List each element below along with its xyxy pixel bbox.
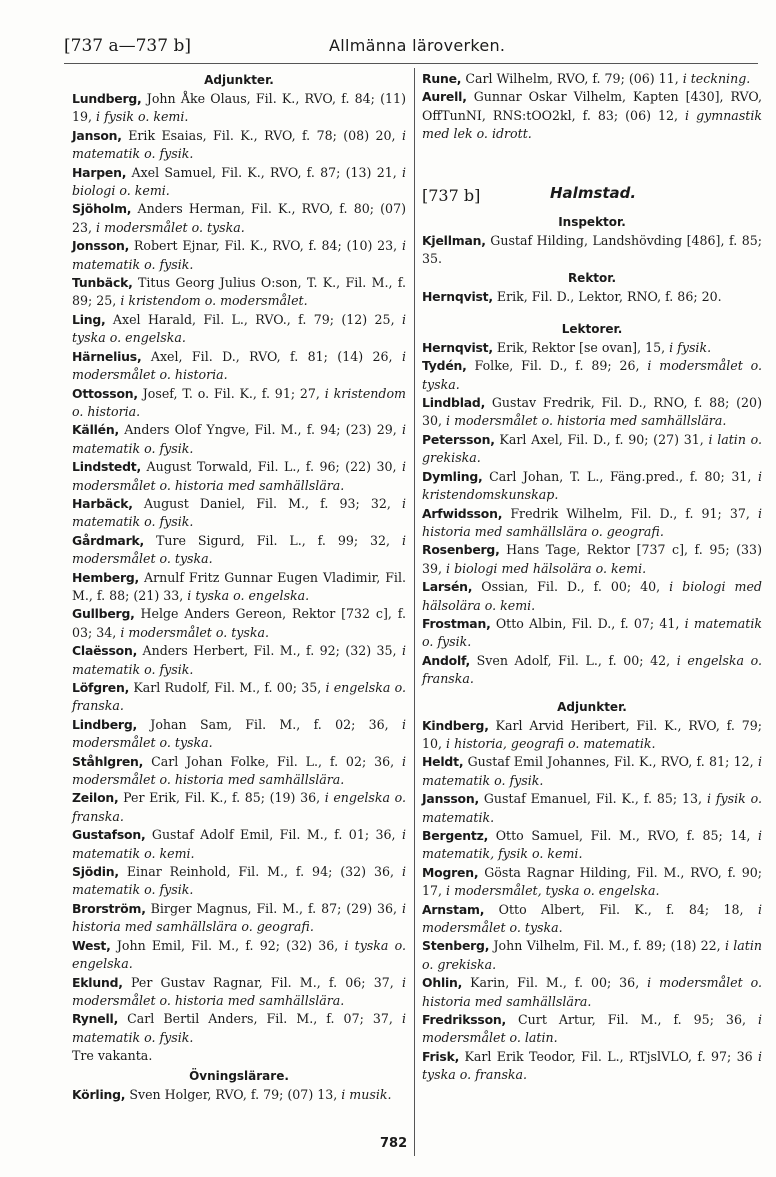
section-heading-inspektor: Inspektor. (558, 214, 626, 229)
person-surname: Gullberg, (72, 606, 135, 622)
person-details: Folke, Fil. D., f. 89; 26, (474, 358, 640, 374)
teaching-subjects: i matematik o. fysik. (72, 1011, 406, 1045)
directory-entry (422, 70, 762, 88)
person-details: Otto Albert, Fil. K., f. 84; 18, (498, 901, 744, 917)
person-details: Per Gustav Ragnar, Fil. M., f. 06; 37, (130, 974, 394, 990)
person-details: Arnulf Fritz Gunnar Eugen Vladimir, Fil. M., f. 88; (21) 33, (72, 569, 406, 603)
directory-entry (422, 974, 762, 1011)
directory-entry (72, 311, 406, 348)
directory-entry (72, 127, 406, 164)
section-heading-rektor: Rektor. (567, 271, 617, 286)
teaching-subjects: i tyska o. franska. (422, 1048, 762, 1083)
directory-entry (422, 937, 762, 974)
teaching-subjects: i fysik o. matematik. (422, 791, 762, 825)
person-details: Gustav Fredrik, Fil. D., RNO, f. 88; (20) 30, (422, 395, 762, 429)
inspektor-entry (422, 232, 762, 269)
directory-entry (422, 1048, 762, 1085)
person-surname: Rosenberg, (422, 542, 500, 558)
page-number: 782 (380, 1136, 408, 1151)
person-surname: Lindstedt, (72, 459, 142, 475)
person-surname: Härnelius, (72, 348, 142, 364)
teaching-subjects: i matematik o. fysik. (422, 615, 762, 650)
teaching-subjects: i modersmålet o. tyska. (422, 358, 762, 392)
person-details: Karl Arvid Heribert, Fil. K., RVO, f. 79; 10, (422, 717, 762, 751)
person-surname: Hemberg, (72, 569, 140, 585)
teaching-subjects: i biologi med hälsolära o. kemi. (446, 560, 647, 576)
person-details: Otto Samuel, Fil. M., RVO, f. 85; 14, (495, 828, 751, 843)
directory-entry (422, 468, 762, 505)
person-details: August Daniel, Fil. M., f. 93; 32, (143, 495, 391, 511)
person-details: Gösta Ragnar Hilding, Fil. M., RVO, f. 90; 17, (422, 864, 762, 899)
teaching-subjects: i engelska o. franska. (422, 652, 762, 687)
person-surname: Heldt, (422, 754, 464, 770)
continued-entries-list (422, 70, 762, 144)
directory-entry (72, 974, 406, 1011)
person-details: Erik, Rektor [se ovan], 15, (496, 339, 666, 355)
person-surname: Brorström, (72, 900, 146, 916)
teaching-subjects: i matematik o. fysik. (72, 422, 406, 456)
school-heading (422, 178, 762, 212)
person-surname: Lundberg, (72, 91, 142, 106)
left-column (72, 70, 406, 1104)
person-details: Johan Sam, Fil. M., f. 02; 36, (150, 716, 389, 732)
directory-entry (422, 864, 762, 901)
teaching-subjects: i teckning. (682, 71, 751, 86)
person-surname: Löfgren, (72, 680, 130, 695)
person-surname: Hernqvist, (422, 289, 493, 305)
teaching-subjects: i modersmålet o. historia med samhällslära. (72, 974, 406, 1008)
person-details: Einar Reinhold, Fil. M., f. 94; (32) 36, (126, 864, 395, 880)
person-surname: Jansson, (422, 791, 479, 807)
section-heading-lektorer: Lektorer. (561, 321, 623, 336)
person-surname: Tydén, (422, 358, 467, 374)
person-details: Otto Albin, Fil. D., f. 07; 41, (495, 615, 680, 631)
person-surname: Arnstam, (422, 901, 485, 917)
rektor-entry (422, 288, 762, 306)
directory-entry (72, 274, 406, 311)
teaching-subjects: i modersmålet o. tyska. (422, 901, 762, 936)
teaching-subjects: i modersmålet o. tyska. (72, 716, 406, 751)
adjunkter-right-list (422, 717, 762, 1085)
person-surname: Zeilon, (72, 790, 119, 806)
spacer (422, 307, 762, 319)
directory-entry (422, 615, 762, 652)
person-details: Karin, Fil. M., f. 00; 36, (470, 975, 640, 991)
teaching-subjects: i modersmålet o. tyska. (72, 532, 406, 567)
teaching-subjects: i latin o. grekiska. (422, 431, 762, 466)
section-code: [737 b] (422, 185, 481, 205)
directory-entry (72, 532, 406, 569)
teaching-subjects: i musik. (341, 1086, 392, 1102)
spacer (422, 144, 762, 178)
teaching-subjects: i engelska o. franska. (72, 680, 406, 714)
header-rule (64, 63, 758, 64)
column-divider (414, 68, 415, 1156)
person-details: Curt Artur, Fil. M., f. 95; 36, (518, 1012, 746, 1028)
directory-entry (72, 753, 406, 790)
person-surname: Hernqvist, (422, 339, 493, 355)
person-surname: Sjödin, (72, 864, 119, 880)
person-surname: Janson, (72, 127, 122, 143)
section-heading-ovningslarare: Övningslärare. (189, 1068, 289, 1083)
person-surname: Harpen, (72, 164, 127, 180)
person-details: Helge Anders Gereon, Rektor [732 c], f. 03; 34, (72, 606, 406, 640)
teaching-subjects: i fysik. (669, 339, 712, 355)
directory-entry (422, 394, 762, 431)
directory-entry (72, 789, 406, 826)
adjunkter-list (72, 90, 406, 1047)
person-details: Erik Esaias, Fil. K., RVO, f. 78; (08) 20, (128, 127, 396, 143)
person-surname: Ottosson, (72, 385, 138, 401)
directory-entry (72, 495, 406, 532)
person-details: Gunnar Oskar Vilhelm, Kapten [430], RVO, OffTunNI, RNS:tOO2kl, f. 83; (06) 12, (422, 89, 762, 123)
person-surname: Larsén, (422, 579, 473, 595)
person-details: Erik, Fil. D., Lektor, RNO, f. 86; 20. (496, 289, 722, 305)
teaching-subjects: i matematik o. fysik. (72, 127, 406, 162)
person-details: Karl Axel, Fil. D., f. 90; (27) 31, (499, 431, 704, 447)
directory-entry (72, 458, 406, 495)
person-surname: Harbäck, (72, 495, 133, 511)
person-details: Fredrik Wilhelm, Fil. D., f. 91; 37, (510, 505, 750, 521)
person-surname: West, (72, 937, 111, 953)
person-surname: Tunbäck, (72, 275, 133, 291)
directory-entry (422, 578, 762, 615)
person-surname: Petersson, (422, 431, 495, 447)
teaching-subjects: i matematik, fysik o. kemi. (422, 828, 762, 862)
directory-entry (422, 505, 762, 542)
directory-entry (72, 348, 406, 385)
directory-entry (422, 541, 762, 578)
teaching-subjects: i biologi o. kemi. (72, 164, 406, 199)
teaching-subjects: i matematik o. fysik. (72, 238, 406, 272)
person-details: Carl Johan Folke, Fil. L., f. 02; 36, (151, 753, 395, 769)
person-surname: Jonsson, (72, 238, 130, 254)
directory-entry (72, 679, 406, 716)
directory-entry (422, 357, 762, 394)
teaching-subjects: i matematik o. kemi. (72, 827, 406, 861)
person-details: Gustaf Emil Johannes, Fil. K., RVO, f. 81; 12, (467, 754, 754, 770)
person-details: Per Erik, Fil. K., f. 85; (19) 36, (123, 790, 321, 806)
person-details: Gustaf Adolf Emil, Fil. M., f. 01; 36, (151, 827, 396, 843)
person-surname: Dymling, (422, 468, 483, 484)
right-column (422, 70, 762, 1085)
teaching-subjects: i historia med samhällslära o. geografi. (72, 900, 406, 935)
directory-entry (422, 288, 762, 306)
person-details: Birger Magnus, Fil. M., f. 87; (29) 36, (150, 900, 398, 916)
section-heading-adjunkter: Adjunkter. (204, 73, 274, 87)
person-surname: Arfwidsson, (422, 505, 503, 521)
teaching-subjects: i matematik o. fysik. (422, 754, 762, 788)
person-surname: Lindberg, (72, 716, 137, 732)
directory-entry (422, 901, 762, 938)
directory-entry (72, 605, 406, 642)
person-details: Josef, T. o. Fil. K., f. 91; 27, (142, 385, 320, 401)
directory-entry (422, 1011, 762, 1048)
teaching-subjects: i kristendom o. modersmålet. (120, 293, 308, 309)
person-surname: Kindberg, (422, 717, 489, 733)
person-surname: Ståhlgren, (72, 753, 144, 769)
person-surname: Sjöholm, (72, 201, 132, 217)
person-details: Anders Herbert, Fil. M., f. 92; (32) 35, (142, 643, 397, 659)
teaching-subjects: i historia med samhällslära o. geografi. (422, 505, 762, 539)
teaching-subjects: i modersmålet o. historia med samhällslära. (72, 753, 406, 788)
teaching-subjects: i modersmålet o. historia med samhällslära. (72, 459, 406, 493)
teaching-subjects: i modersmålet o. historia med samhällslära. (446, 413, 727, 429)
person-surname: Ohlin, (422, 975, 463, 991)
person-details: John Åke Olaus, Fil. K., RVO, f. 84; (11) 19, (72, 91, 406, 125)
teaching-subjects: i modersmålet o. historia med samhällslära. (422, 975, 762, 1009)
person-details: Titus Georg Julius O:son, T. K., Fil. M., f. 89; 25, (72, 275, 406, 309)
person-surname: Ling, (72, 311, 106, 327)
teaching-subjects: i modersmålet o. latin. (422, 1012, 762, 1046)
directory-entry (72, 1086, 406, 1104)
teaching-subjects: i matematik o. fysik. (72, 495, 406, 530)
teaching-subjects: i gymnastik med lek o. idrott. (422, 107, 762, 142)
person-details: Anders Herman, Fil. K., RVO, f. 80; (07) 23, (72, 201, 406, 235)
teaching-subjects: i tyska o. engelska. (72, 311, 406, 346)
teaching-subjects: i tyska o. engelska. (187, 587, 310, 603)
person-surname: Mogren, (422, 864, 479, 880)
person-details: Gustaf Emanuel, Fil. K., f. 85; 13, (483, 791, 703, 807)
directory-entry (72, 421, 406, 458)
teaching-subjects: i kristendom o. historia. (72, 385, 406, 419)
teaching-subjects: i tyska o. engelska. (72, 937, 406, 972)
page-range: [737 a—737 b] (64, 36, 191, 56)
person-surname: Rynell, (72, 1011, 119, 1027)
person-details: Karl Erik Teodor, Fil. L., RTjslVLO, f. 97; 36 (464, 1048, 753, 1064)
person-details: Sven Adolf, Fil. L., f. 00; 42, (476, 652, 671, 668)
teaching-subjects: i modersmålet o. tyska. (120, 624, 270, 640)
directory-entry (422, 753, 762, 790)
person-details: August Torwald, Fil. L., f. 96; (22) 30, (146, 459, 397, 475)
person-surname: Stenberg, (422, 938, 490, 954)
person-details: Carl Wilhelm, RVO, f. 79; (06) 11, (465, 71, 679, 86)
directory-entry (72, 1010, 406, 1047)
directory-entry (422, 339, 762, 357)
ovningslarare-list (72, 1086, 406, 1104)
person-details: Ture Sigurd, Fil. L., f. 99; 32, (155, 532, 391, 548)
directory-entry (422, 717, 762, 754)
person-details: Karl Rudolf, Fil. M., f. 00; 35, (133, 680, 322, 695)
directory-entry (72, 863, 406, 900)
directory-entry (72, 164, 406, 201)
person-details: Anders Olof Yngve, Fil. M., f. 94; (23) 29, (124, 422, 397, 438)
teaching-subjects: i biologi med hälsolära o. kemi. (422, 579, 762, 613)
person-details: John Emil, Fil. M., f. 92; (32) 36, (116, 937, 339, 953)
directory-entry (422, 827, 762, 864)
person-surname: Aurell, (422, 89, 467, 105)
person-surname: Fredriksson, (422, 1012, 507, 1028)
person-details: Axel Harald, Fil. L., RVO., f. 79; (12) 25, (112, 311, 395, 327)
person-surname: Eklund, (72, 974, 123, 990)
person-details: Robert Ejnar, Fil. K., RVO, f. 84; (10) 23, (133, 238, 398, 254)
directory-entry (422, 232, 762, 269)
person-details: Axel Samuel, Fil. K., RVO, f. 87; (13) 21, (131, 164, 397, 180)
teaching-subjects: i historia, geografi o. matematik. (446, 735, 656, 751)
person-surname: Lindblad, (422, 395, 486, 411)
directory-entry (422, 652, 762, 689)
person-surname: Körling, (72, 1086, 126, 1102)
person-surname: Källén, (72, 422, 119, 438)
person-details: John Vilhelm, Fil. M., f. 89; (18) 22, (493, 938, 721, 954)
person-details: Ossian, Fil. D., f. 00; 40, (481, 579, 661, 595)
person-details: Gustaf Hilding, Landshövding [486], f. 85; 35. (422, 232, 762, 267)
teaching-subjects: i matematik o. fysik. (72, 864, 406, 898)
directory-entry (72, 716, 406, 753)
person-details: Carl Johan, T. L., Fäng.pred., f. 80; 31, (489, 468, 752, 484)
city-name: Halmstad. (550, 183, 637, 202)
teaching-subjects: i latin o. grekiska. (422, 938, 762, 972)
person-surname: Rune, (422, 71, 462, 86)
directory-entry (72, 90, 406, 127)
page-header (64, 36, 758, 60)
teaching-subjects: i kristendomskunskap. (422, 468, 762, 503)
person-surname: Kjellman, (422, 232, 486, 248)
vakanta-note: Tre vakanta. (72, 1048, 153, 1064)
person-surname: Frostman, (422, 615, 491, 631)
person-surname: Gustafson, (72, 827, 146, 843)
teaching-subjects: i engelska o. franska. (72, 790, 406, 824)
person-surname: Gårdmark, (72, 532, 145, 548)
teaching-subjects: i matematik o. fysik. (72, 643, 406, 677)
directory-entry (72, 642, 406, 679)
directory-entry (72, 937, 406, 974)
teaching-subjects: i modersmålet, tyska o. engelska. (446, 883, 660, 899)
directory-entry (422, 431, 762, 468)
teaching-subjects: i modersmålet o. historia. (72, 348, 406, 383)
lektorer-list (422, 339, 762, 689)
teaching-subjects: i fysik o. kemi. (96, 109, 189, 125)
page-title: Allmänna läroverken. (329, 36, 506, 55)
person-surname: Bergentz, (422, 828, 489, 843)
person-details: Axel, Fil. D., RVO, f. 81; (14) 26, (150, 348, 393, 364)
directory-entry (72, 900, 406, 937)
teaching-subjects: i modersmålet o. tyska. (96, 219, 245, 235)
person-details: Carl Bertil Anders, Fil. M., f. 07; 37, (127, 1011, 393, 1027)
person-details: Sven Holger, RVO, f. 79; (07) 13, (129, 1086, 338, 1102)
directory-entry (422, 88, 762, 143)
directory-entry (422, 790, 762, 827)
section-heading-adjunkter-right: Adjunkter. (557, 699, 627, 714)
spacer (422, 689, 762, 697)
directory-entry (72, 237, 406, 274)
directory-entry (72, 826, 406, 863)
person-surname: Andolf, (422, 652, 471, 668)
directory-entry (72, 385, 406, 422)
directory-entry (72, 200, 406, 237)
person-details: Hans Tage, Rektor [737 c], f. 95; (33) 39, (422, 542, 762, 576)
person-surname: Claësson, (72, 643, 138, 659)
person-surname: Frisk, (422, 1048, 460, 1064)
directory-entry (72, 569, 406, 606)
